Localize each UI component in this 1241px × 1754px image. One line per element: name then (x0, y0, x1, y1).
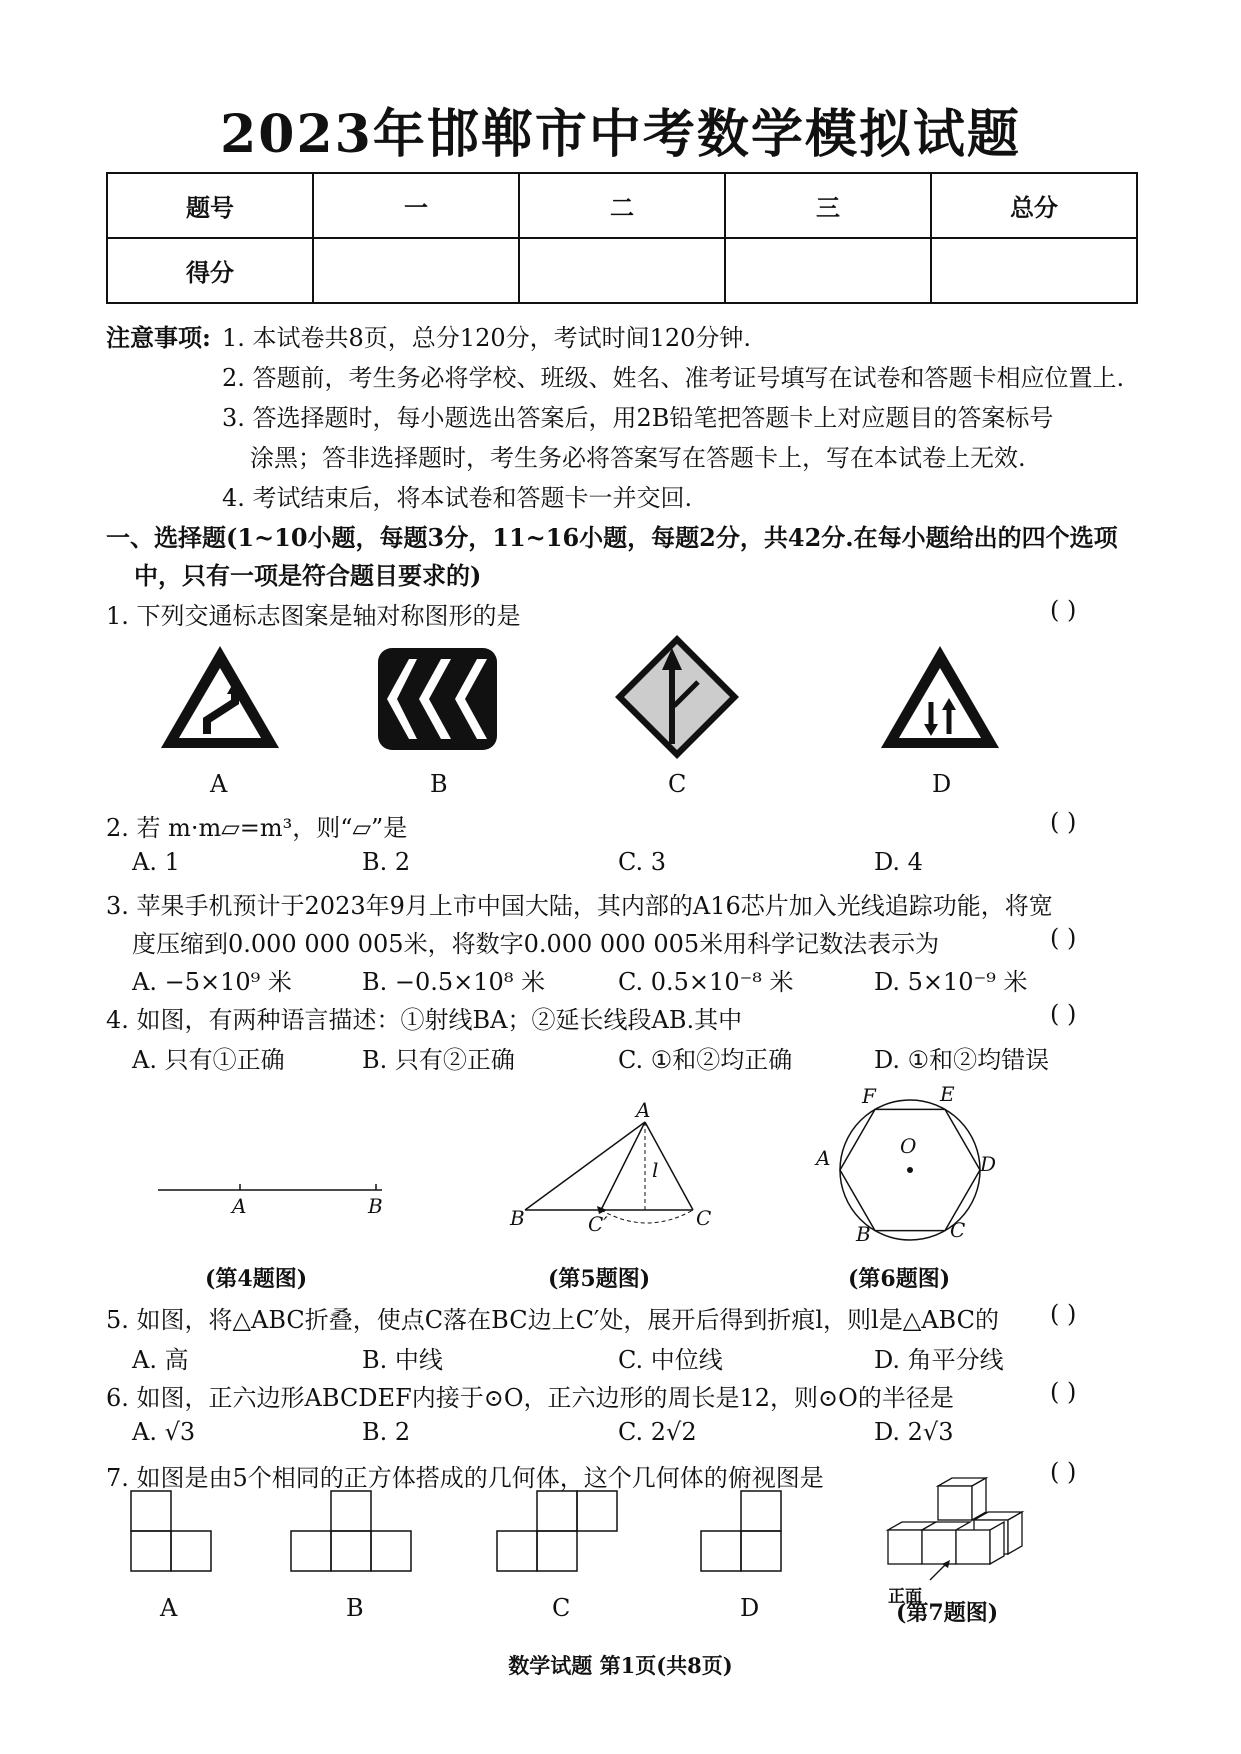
q7-label-d: D (740, 1594, 760, 1622)
fig5-point-a: A (636, 1098, 651, 1122)
q7-option-d-grid (700, 1490, 784, 1574)
header-cell: 二 (519, 173, 725, 238)
answer-paren: ( ) (1050, 1458, 1077, 1486)
q6-stem: 6. 如图，正六边形ABCDEF内接于⊙O，正六边形的周长是12，则⊙O的半径是 (106, 1384, 954, 1412)
q1-label-c: C (668, 770, 687, 798)
fig4-caption: (第4题图) (205, 1266, 308, 1292)
answer-paren: ( ) (1050, 924, 1077, 952)
q4-option-d: D. ①和②均错误 (874, 1046, 1050, 1074)
fig5-triangle-diagram (515, 1110, 725, 1230)
section-heading-cont: 中，只有一项是符合题目要求的) (134, 561, 482, 590)
q3-option-b: B. −0.5×10⁸ 米 (362, 968, 546, 996)
notice-item: 3. 答选择题时，每小题选出答案后，用2B铅笔把答题卡上对应题目的答案标号 (222, 404, 1054, 432)
fig5-point-b: B (510, 1206, 525, 1230)
score-table-header-row (107, 173, 1137, 238)
fig6-point-d: D (980, 1152, 997, 1176)
q5-option-b: B. 中线 (362, 1346, 443, 1374)
header-cell: 三 (725, 173, 931, 238)
exam-title: 2023年邯郸市中考数学模拟试题 (220, 104, 1021, 165)
score-cell (725, 238, 931, 303)
q3-stem-line2: 度压缩到0.000 000 005米，将数字0.000 000 005米用科学记数法表示为 (132, 930, 940, 958)
fig6-point-c: C (950, 1218, 966, 1242)
q3-option-d: D. 5×10⁻⁹ 米 (874, 968, 1028, 996)
notice-item: 1. 本试卷共8页，总分120分，考试时间120分钟. (222, 324, 752, 352)
q1-label-a: A (210, 770, 228, 798)
fig4-point-b: B (368, 1194, 383, 1218)
q2-option-a: A. 1 (132, 848, 180, 876)
q7-caption: (第7题图) (896, 1600, 999, 1626)
score-table-score-row (107, 238, 1137, 303)
q7-cube-solid-diagram (886, 1478, 1036, 1578)
q7-option-a-grid (130, 1490, 214, 1574)
fig6-point-a: A (816, 1146, 831, 1170)
fig5-crease-l: l (652, 1158, 659, 1182)
fig4-ray-diagram (150, 1170, 390, 1210)
q6-option-c: C. 2√2 (618, 1418, 697, 1446)
header-cell: 总分 (931, 173, 1137, 238)
sign-b-icon (375, 645, 500, 755)
fig6-caption: (第6题图) (848, 1266, 951, 1292)
q7-label-a: A (160, 1594, 178, 1622)
notice-item: 2. 答题前，考生务必将学校、班级、姓名、准考证号填写在试卷和答题卡相应位置上. (222, 364, 1125, 392)
answer-paren: ( ) (1050, 1378, 1077, 1406)
q6-option-b: B. 2 (362, 1418, 411, 1446)
header-cell: 题号 (107, 173, 313, 238)
answer-paren: ( ) (1050, 1000, 1077, 1028)
sign-d-icon (875, 640, 1005, 755)
q5-stem: 5. 如图，将△ABC折叠，使点C落在BC边上C′处，展开后得到折痕l，则l是△ABC的 (106, 1306, 999, 1334)
q7-front-label: 正面 (888, 1587, 922, 1607)
q4-option-a: A. 只有①正确 (132, 1046, 285, 1074)
fig6-point-b: B (856, 1222, 871, 1246)
fig5-point-c-prime: C′ (588, 1212, 608, 1236)
q1-label-b: B (430, 770, 448, 798)
q5-option-d: D. 角平分线 (874, 1346, 1004, 1374)
header-cell: 一 (313, 173, 519, 238)
fig6-point-f: F (862, 1084, 876, 1108)
q3-option-c: C. 0.5×10⁻⁸ 米 (618, 968, 794, 996)
sign-c-icon (612, 632, 742, 762)
q7-option-b-grid (290, 1490, 414, 1574)
q7-label-b: B (346, 1594, 364, 1622)
q4-option-c: C. ①和②均正确 (618, 1046, 793, 1074)
fig6-center-o: O (900, 1134, 917, 1158)
q4-stem: 4. 如图，有两种语言描述：①射线BA；②延长线段AB.其中 (106, 1006, 743, 1034)
answer-paren: ( ) (1050, 808, 1077, 836)
q6-option-d: D. 2√3 (874, 1418, 954, 1446)
q1-stem: 1. 下列交通标志图案是轴对称图形的是 (106, 602, 521, 630)
q2-option-d: D. 4 (874, 848, 923, 876)
page-footer: 数学试题 第1页(共8页) (508, 1653, 733, 1678)
score-cell (931, 238, 1137, 303)
notice-item: 4. 考试结束后，将本试卷和答题卡一并交回. (222, 484, 693, 512)
answer-paren: ( ) (1050, 596, 1077, 624)
q7-label-c: C (552, 1594, 571, 1622)
q7-option-c-grid (496, 1490, 620, 1574)
score-cell (313, 238, 519, 303)
sign-a-icon (155, 640, 285, 755)
q2-stem: 2. 若 m·m▱=m³，则“▱”是 (106, 814, 408, 842)
section-heading: 一、选择题(1~10小题，每题3分，11~16小题，每题2分，共42分.在每小题给出的四个选项 (106, 523, 1118, 552)
q5-option-a: A. 高 (132, 1346, 189, 1374)
q6-option-a: A. √3 (132, 1418, 196, 1446)
q3-stem-line1: 3. 苹果手机预计于2023年9月上市中国大陆，其内部的A16芯片加入光线追踪功能，将宽 (106, 892, 1053, 920)
fig5-caption: (第5题图) (548, 1266, 651, 1292)
q3-option-a: A. −5×10⁹ 米 (132, 968, 292, 996)
score-table (106, 172, 1138, 304)
score-cell (519, 238, 725, 303)
fig6-point-e: E (940, 1082, 955, 1106)
q2-option-b: B. 2 (362, 848, 411, 876)
q2-option-c: C. 3 (618, 848, 667, 876)
notice-item: 涂黑；答非选择题时，考生务必将答案写在答题卡上，写在本试卷上无效. (250, 444, 1026, 472)
q5-option-c: C. 中位线 (618, 1346, 723, 1374)
notice-label: 注意事项: (106, 323, 211, 352)
q7-stem: 7. 如图是由5个相同的正方体搭成的几何体，这个几何体的俯视图是 (106, 1464, 824, 1492)
fig6-hexagon-circle-diagram (830, 1090, 990, 1250)
fig4-point-a: A (232, 1194, 247, 1218)
answer-paren: ( ) (1050, 1300, 1077, 1328)
row-label-cell: 得分 (107, 238, 313, 303)
fig5-point-c: C (696, 1206, 712, 1230)
q4-option-b: B. 只有②正确 (362, 1046, 515, 1074)
q1-label-d: D (932, 770, 952, 798)
